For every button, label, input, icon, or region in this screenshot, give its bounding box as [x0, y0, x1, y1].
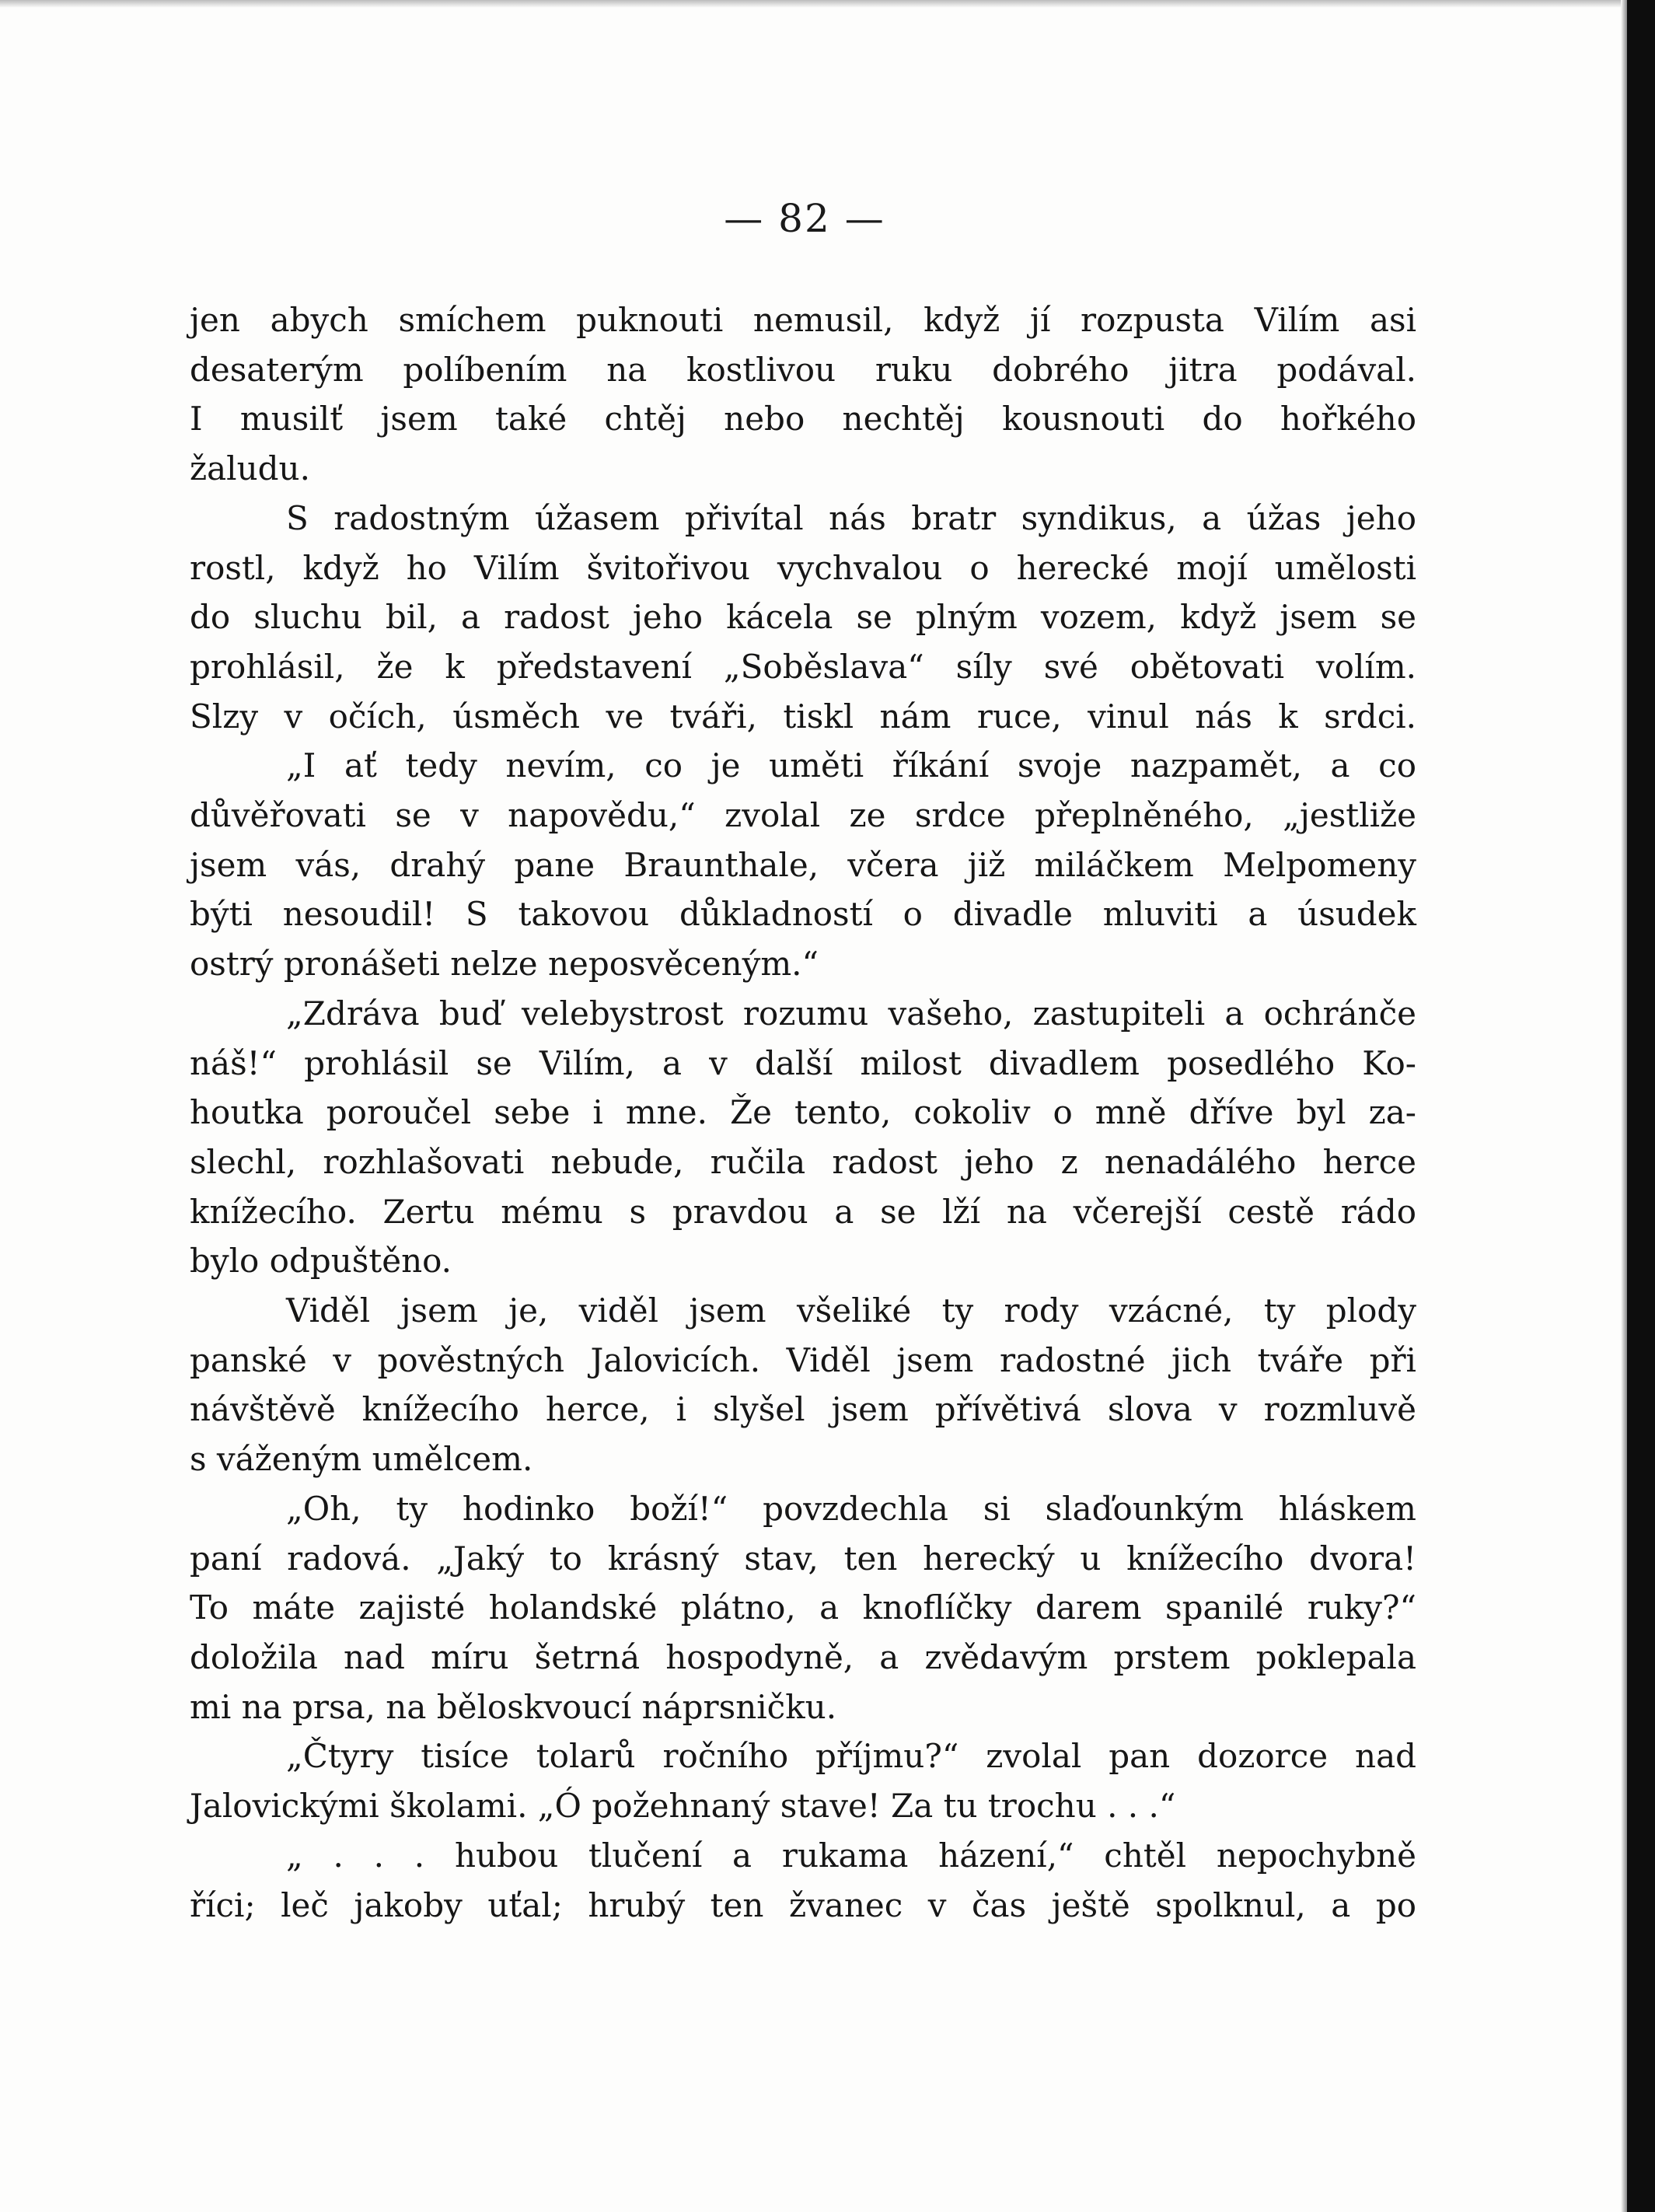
text-line: To máte zajisté holandské plátno, a knoflíčky darem spanilé ruky?“ [190, 1588, 1416, 1627]
text-line: jen abych smíchem puknouti nemusil, když jí rozpusta Vilím asi [190, 301, 1416, 339]
text-line: houtka poroučel sebe i mne. Že tento, cokoliv o mně dříve byl za- [190, 1093, 1416, 1132]
text-line: I musilť jsem také chtěj nebo nechtěj kousnouti do hořkého [190, 400, 1416, 439]
text-line: „Zdráva buď velebystrost rozumu vašeho, zastupiteli a ochránče [286, 994, 1416, 1033]
text-line: rostl, když ho Vilím švitořivou vychvalou o herecké mojí umělosti [190, 548, 1416, 587]
scan-right-shadow [1621, 0, 1627, 2212]
text-line: říci; leč jakoby uťal; hrubý ten žvanec v čas ještě spolknul, a po [190, 1885, 1416, 1924]
text-line: Slzy v očích, úsměch ve tváři, tiskl nám ruce, vinul nás k srdci. [190, 697, 1416, 736]
text-line: „ . . . hubou tlučení a rukama házení,“ chtěl nepochybně [286, 1836, 1416, 1875]
text-line: býti nesoudil! S takovou důkladností o divadle mluviti a úsudek [190, 895, 1416, 934]
text-line: ostrý pronášeti nelze neposvěceným.“ [190, 945, 819, 984]
text-line: Viděl jsem je, viděl jsem všeliké ty rody vzácné, ty plody [286, 1291, 1416, 1330]
text-line: návštěvě knížecího herce, i slyšel jsem přívětivá slova v rozmluvě [190, 1390, 1416, 1429]
text-line: mi na prsa, na běloskvoucí náprsničku. [190, 1687, 837, 1726]
text-line: prohlásil, že k představení „Soběslava“ síly své obětovati volím. [190, 647, 1416, 686]
text-line: knížecího. Zertu mému s pravdou a se lží na včerejší cestě rádo [190, 1192, 1416, 1231]
text-line: s váženým umělcem. [190, 1440, 533, 1479]
text-line: slechl, rozhlašovati nebude, ručila radost jeho z nenadálého herce [190, 1142, 1416, 1181]
text-line: důvěřovati se v napovědu,“ zvolal ze srdce přeplněného, „jestliže [190, 796, 1416, 835]
scan-top-edge [0, 0, 1655, 8]
text-line: náš!“ prohlásil se Vilím, a v další milost divadlem posedlého Ko- [190, 1043, 1416, 1082]
text-line: doložila nad míru šetrná hospodyně, a zvědavým prstem poklepala [190, 1637, 1416, 1676]
text-line: panské v pověstných Jalovicích. Viděl jsem radostné jich tváře při [190, 1340, 1416, 1379]
text-line: desaterým políbením na kostlivou ruku dobrého jitra podával. [190, 350, 1416, 389]
text-line: „Čtyry tisíce tolarů ročního příjmu?“ zvolal pan dozorce nad [286, 1737, 1416, 1776]
text-line: jsem vás, drahý pane Braunthale, včera již miláčkem Melpomeny [190, 845, 1416, 884]
text-line: S radostným úžasem přivítal nás bratr syndikus, a úžas jeho [286, 498, 1416, 537]
body-text [190, 295, 1416, 1930]
text-line: „Oh, ty hodinko boží!“ povzdechla si slaďounkým hláskem [286, 1489, 1416, 1528]
text-line: do sluchu bil, a radost jeho kácela se plným vozem, když jsem se [190, 598, 1416, 637]
text-line: Jalovickými školami. „Ó požehnaný stave! Za tu trochu . . .“ [190, 1787, 1176, 1826]
text-line: žaludu. [190, 449, 310, 488]
page-number: — 82 — [724, 196, 885, 241]
text-line: „I ať tedy nevím, co je uměti říkání svoje nazpamět, a co [286, 746, 1416, 785]
text-line: bylo odpuštěno. [190, 1242, 452, 1281]
text-line: paní radová. „Jaký to krásný stav, ten herecký u knížecího dvora! [190, 1539, 1416, 1578]
scan-right-edge [1627, 0, 1655, 2212]
